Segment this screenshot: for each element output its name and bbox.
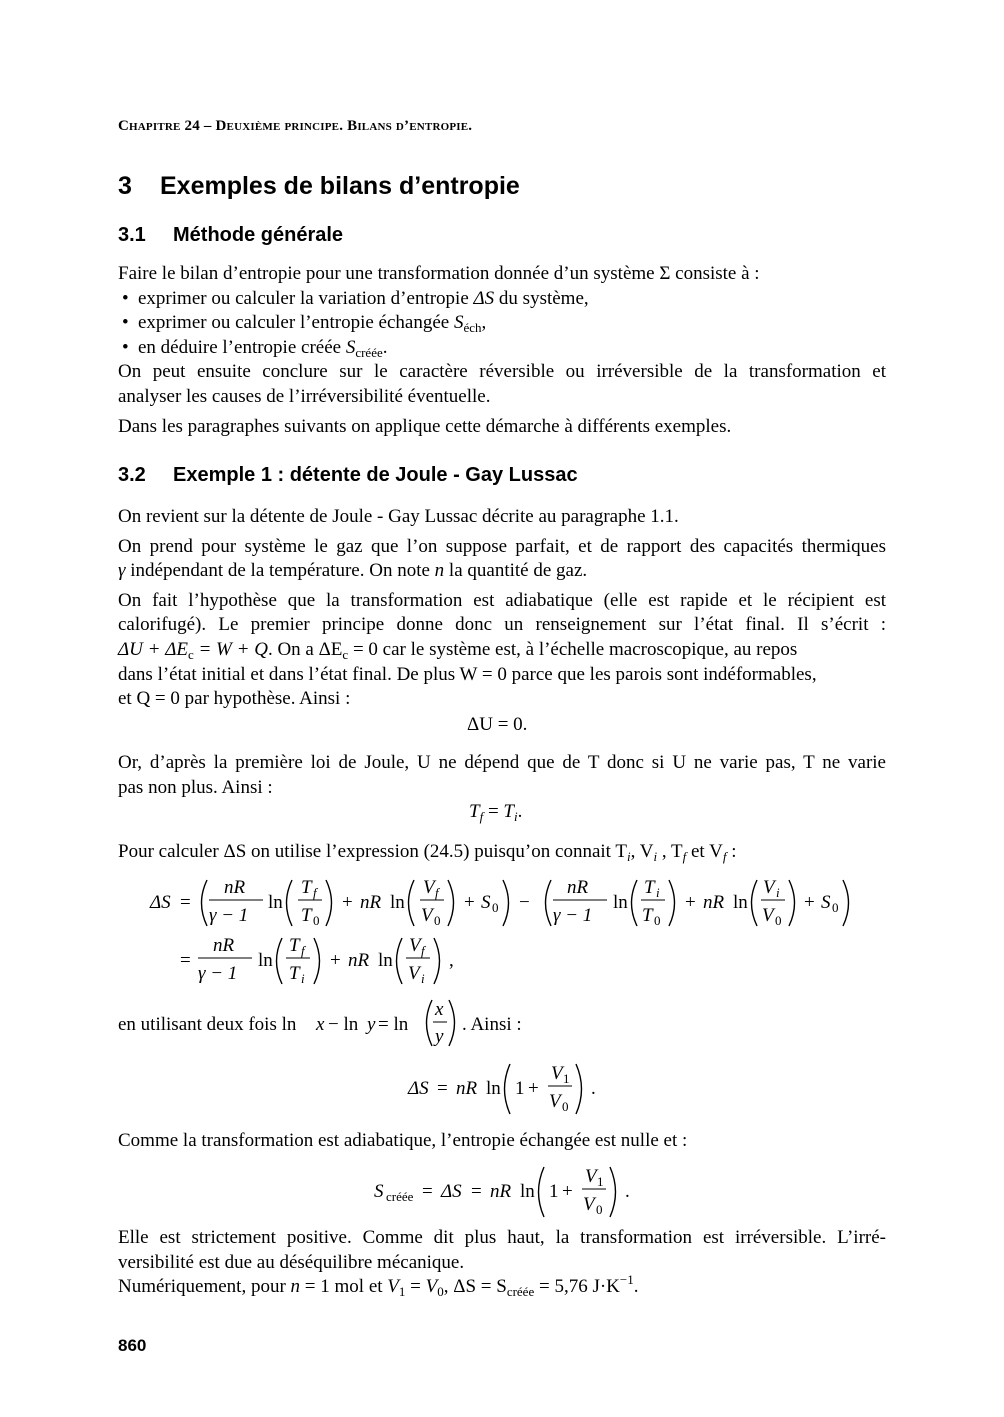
formula-term: f: [313, 885, 317, 900]
formula-term: 0: [434, 913, 441, 928]
formula-term: ln: [268, 892, 283, 913]
formula-term: −: [519, 892, 530, 913]
formula-term: +: [464, 892, 475, 913]
formula-term: T: [301, 905, 312, 926]
paren-close: [610, 1167, 616, 1217]
formula-term: x: [316, 1014, 325, 1035]
bullet-item: • exprimer ou calculer l’entropie échangée $S_{éch}$,: [122, 312, 487, 336]
paragraph: Or, d’après la première loi de Joule, U ne dépend que de T donc si U ne varie pas, T ne varie: [118, 752, 886, 773]
formula-term: =: [471, 1181, 482, 1202]
formula-term: y: [435, 1026, 444, 1047]
formula-term: nR: [213, 935, 235, 956]
paren-close: [314, 938, 320, 984]
formula-term: 0: [832, 900, 839, 915]
paren-close: [843, 880, 849, 926]
formula-term: 0: [562, 1099, 569, 1114]
formula-term: ln: [378, 950, 393, 971]
formula-term: T: [289, 935, 300, 956]
formula-term: 0: [654, 913, 661, 928]
formula-term: y: [367, 1014, 376, 1035]
formula-term: 0: [313, 913, 320, 928]
formula-term: ,: [449, 950, 454, 971]
formula-term: f: [435, 885, 439, 900]
formula-term: +: [342, 892, 353, 913]
paren-open: [505, 1064, 511, 1114]
formula-term: +: [330, 950, 341, 971]
formula-term: V: [423, 877, 435, 898]
page-number: 860: [118, 1336, 147, 1355]
formula-term: nR: [360, 892, 382, 913]
formula-term: V: [408, 963, 420, 984]
formula-term: T: [301, 877, 312, 898]
formula-term: ln: [258, 950, 273, 971]
paren-open: [546, 880, 552, 926]
formula-term: V: [549, 1091, 561, 1112]
paragraph: versibilité est due au déséquilibre mécanique.: [118, 1251, 465, 1273]
section-title: Exemples de bilans d’entropie: [160, 172, 520, 200]
formula-term: nR: [224, 877, 246, 898]
method-block: [118, 262, 886, 439]
formula-term: S: [481, 892, 491, 913]
paren-open: [277, 938, 283, 984]
paragraph: γ indépendant de la température. On note n la quantité de gaz.: [118, 560, 588, 582]
formula-term: S: [821, 892, 831, 913]
formula-term: 0: [492, 900, 499, 915]
formula-term: . Ainsi :: [462, 1014, 522, 1035]
formula-term: V: [762, 905, 774, 926]
formula-term: 0: [775, 913, 782, 928]
formula-term: V: [763, 877, 775, 898]
formula-term: nR: [348, 950, 370, 971]
paren-open: [409, 880, 415, 926]
formula-term: en utilisant deux fois ln: [118, 1014, 297, 1035]
paren-close: [434, 938, 440, 984]
bullet-item: • exprimer ou calculer la variation d’entropie ΔS du système,: [122, 287, 589, 309]
formula-term: +: [528, 1078, 539, 1099]
formula-term: nR: [456, 1078, 478, 1099]
paren-open: [397, 938, 403, 984]
formula-term: = ln: [378, 1014, 409, 1035]
formula-term: ΔS: [150, 892, 171, 913]
formula-term: ΔS: [408, 1078, 429, 1099]
subsection-number: 3.1: [118, 224, 146, 246]
formula-term: .: [625, 1181, 630, 1202]
paragraph: Elle est strictement positive. Comme dit plus haut, la transformation est irréversible. L’irré-: [118, 1227, 886, 1248]
formula-term: =: [180, 950, 191, 971]
formula-term: 1: [597, 1174, 604, 1189]
formula-term: − ln: [328, 1014, 359, 1035]
formula-term: =: [180, 892, 191, 913]
paren-close: [326, 880, 332, 926]
formula-term: =: [437, 1078, 448, 1099]
formula-term: ΔS: [441, 1181, 462, 1202]
equation-tf-ti: $T_f = T_i$.: [469, 801, 523, 824]
formula-term: créée: [386, 1189, 414, 1204]
paragraph: On revient sur la détente de Joule - Gay Lussac décrite au paragraphe 1.1.: [118, 506, 679, 527]
formula-term: +: [562, 1181, 573, 1202]
paren-open: [202, 880, 208, 926]
bullet-item: • en déduire l’entropie créée $S_{créée}$.: [122, 336, 388, 360]
paragraph: et Q = 0 par hypothèse. Ainsi :: [118, 688, 351, 710]
formula-term: i: [421, 971, 425, 986]
paren-close: [448, 880, 454, 926]
paragraph: calorifugé). Le premier principe donne donc un renseignement sur l’état final. Il s’écrit :: [118, 614, 886, 636]
method-intro: Faire le bilan d’entropie pour une transformation donnée d’un système Σ consiste à :: [118, 263, 760, 284]
formula-term: 1: [563, 1071, 570, 1086]
formula-term: V: [421, 905, 433, 926]
paren-close: [669, 880, 675, 926]
formula-term: γ − 1: [553, 905, 593, 926]
formula-term: +: [685, 892, 696, 913]
example-text-4: [118, 1129, 886, 1154]
paren-open: [632, 880, 638, 926]
section-heading: [118, 172, 520, 201]
paragraph: $\Delta U + \Delta E_c = W + Q$. On a $\Delta E_c = 0$ car le système est, à l’échelle macroscopique, au repos: [118, 638, 798, 662]
formula-term: i: [776, 885, 780, 900]
formula-term: ln: [613, 892, 628, 913]
formula-term: .: [591, 1078, 596, 1099]
formula-term: 0: [596, 1202, 603, 1217]
formula-term: V: [409, 935, 421, 956]
paren-close: [576, 1064, 582, 1114]
paragraph: dans l’état initial et dans l’état final. De plus W = 0 parce que les parois sont indéformables,: [118, 663, 817, 685]
example-text-5: [118, 1226, 886, 1300]
formula-term: V: [585, 1166, 597, 1187]
paragraph: On prend pour système le gaz que l’on suppose parfait, et de rapport des capacités thermiques: [118, 535, 886, 557]
formula-term: T: [289, 963, 300, 984]
paren-open: [752, 880, 758, 926]
formula-term: γ − 1: [198, 963, 238, 984]
formula-term: +: [804, 892, 815, 913]
paragraph: On fait l’hypothèse que la transformation est adiabatique (elle est rapide et le récipient est: [118, 589, 886, 611]
formula-term: nR: [703, 892, 725, 913]
paren-close: [503, 880, 509, 926]
subsection-number: 3.2: [118, 464, 146, 486]
example-text-3: [118, 840, 886, 865]
paren-open: [287, 880, 293, 926]
formula-term: f: [301, 943, 305, 958]
paren-close: [789, 880, 795, 926]
formula-term: nR: [567, 877, 589, 898]
formula-term: x: [435, 999, 444, 1020]
formula-term: i: [656, 885, 660, 900]
formula-term: =: [422, 1181, 433, 1202]
subsection-title: Exemple 1 : détente de Joule - Gay Lussac: [173, 464, 578, 486]
formula-term: nR: [490, 1181, 512, 1202]
equation-du: ΔU = 0.: [467, 714, 528, 735]
formula-term: T: [642, 905, 653, 926]
paragraph: Numériquement, pour n = 1 mol et $V_1 = V_0$, $\Delta S = S_{créée} = 5,76$ $J\cdot K^{-1}$.: [118, 1272, 639, 1300]
formula-term: V: [583, 1194, 595, 1215]
running-head: Chapitre 24 – Deuxième principe. Bilans d’entropie.: [118, 118, 473, 134]
paragraph: pas non plus. Ainsi :: [118, 776, 273, 798]
formula-term: i: [301, 971, 305, 986]
paragraph: Pour calculer ΔS on utilise l’expression (24.5) puisqu’on connait $T_i$, $V_i$ , $T_f$ et $V_f$ :: [118, 841, 737, 864]
formula-term: 1: [515, 1078, 525, 1099]
subsection-heading-3-1: [118, 224, 343, 247]
paragraph: Comme la transformation est adiabatique, l’entropie échangée est nulle et :: [118, 1130, 688, 1151]
section-number: 3: [118, 172, 132, 200]
formula-term: S: [374, 1181, 384, 1202]
paren-open: [539, 1167, 545, 1217]
example-text-2: [118, 751, 886, 800]
method-conclusion-line1: On peut ensuite conclure sur le caractère réversible ou irréversible de la transformation et: [118, 361, 886, 383]
subsection-heading-3-2: [118, 464, 578, 487]
method-conclusion-line2: analyser les causes de l’irréversibilité éventuelle.: [118, 385, 491, 407]
formula-term: f: [421, 943, 425, 958]
formula-term: ln: [390, 892, 405, 913]
method-paragraph: Dans les paragraphes suivants on applique cette démarche à différents exemples.: [118, 415, 732, 437]
formula-term: T: [644, 877, 655, 898]
formula-term: 1: [549, 1181, 559, 1202]
paren-close: [449, 1000, 455, 1046]
subsection-title: Méthode générale: [173, 224, 344, 246]
paren-open: [427, 1000, 433, 1046]
formula-term: ln: [486, 1078, 501, 1099]
formula-term: γ − 1: [209, 905, 249, 926]
formula-term: ln: [520, 1181, 535, 1202]
formula-term: ln: [733, 892, 748, 913]
formula-term: V: [551, 1063, 563, 1084]
example-text-1: [118, 505, 886, 712]
